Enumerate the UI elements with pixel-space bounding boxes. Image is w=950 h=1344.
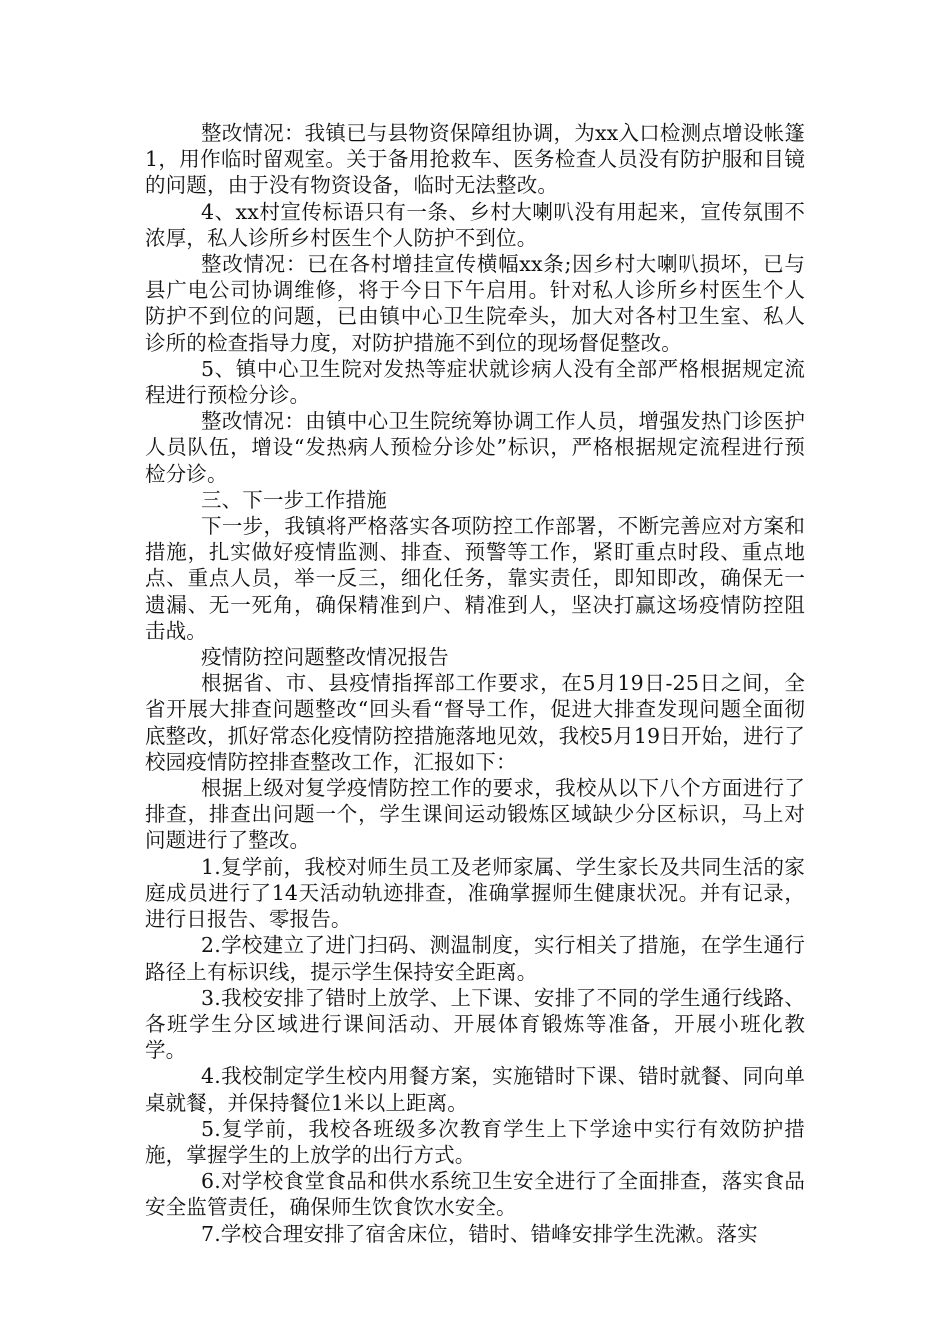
paragraph-rectification-banners: 整改情况：已在各村增挂宣传横幅xx条;因乡村大喇叭损坏，已与县广电公司协调维修，将于今日下午启用。针对私人诊所乡村医生个人防护不到位的问题，已由镇中心卫生院牵头，加大对各村卫生室、私人诊所的检查指导力度，对防护措施不到位的现场督促整改。 [145, 252, 805, 355]
paragraph-next-steps: 下一步，我镇将严格落实各项防控工作部署，不断完善应对方案和措施，扎实做好疫情监测、排查、预警等工作，紧盯重点时段、重点地点、重点人员，举一反三，细化任务，靠实责任，即知即改，确保无一遗漏、无一死角，确保精准到户、精准到人，坚决打赢这场疫情防控阻击战。 [145, 514, 805, 643]
section-heading-next-steps: 三、下一步工作措施 [201, 487, 387, 512]
list-item-1: 1.复学前，我校对师生员工及老师家属、学生家长及共同生活的家庭成员进行了14天活动轨迹排查，准确掌握师生健康状况。并有记录，进行日报告、零报告。 [145, 854, 805, 932]
paragraph-issue-5: 5、镇中心卫生院对发热等症状就诊病人没有全部严格根据规定流程进行预检分诊。 [145, 356, 805, 408]
report-title: 疫情防控问题整改情况报告 [201, 645, 449, 670]
paragraph-rectification-triage: 整改情况：由镇中心卫生院统筹协调工作人员，增强发热门诊医护人员队伍，增设“发热病人预检分诊处”标识，严格根据规定流程进行预检分诊。 [145, 409, 805, 486]
paragraph-issue-4: 4、xx村宣传标语只有一条、乡村大喇叭没有用起来，宣传氛围不浓厚，私人诊所乡村医生个人防护不到位。 [145, 199, 805, 250]
list-item-7: 7.学校合理安排了宿舍床位，错时、错峰安排学生洗漱。落实 [201, 1221, 758, 1246]
list-item-4: 4.我校制定学生校内用餐方案，实施错时下课、错时就餐、同向单桌就餐，并保持餐位1米以上距离。 [145, 1064, 805, 1115]
paragraph-report-intro: 根据省、市、县疫情指挥部工作要求，在5月19日-25日之间，全省开展大排查问题整改“回头看“督导工作，促进大排查发现问题全面彻底整改，抓好常态化疫情防控措施落地见效，我校5月19日开始，进行了校园疫情防控排查整改工作，汇报如下： [145, 671, 805, 774]
list-item-6: 6.对学校食堂食品和供水系统卫生安全进行了全面排查，落实食品安全监管责任，确保师生饮食饮水安全。 [145, 1169, 805, 1220]
document-body [145, 120, 805, 1247]
paragraph-report-summary: 根据上级对复学疫情防控工作的要求，我校从以下八个方面进行了排查，排查出问题一个，学生课间运动锻炼区域缺少分区标识，马上对问题进行了整改。 [145, 776, 805, 853]
list-item-3: 3.我校安排了错时上放学、上下课、安排了不同的学生通行线路、各班学生分区域进行课间活动、开展体育锻炼等准备，开展小班化教学。 [145, 985, 805, 1063]
paragraph-rectification-tent: 整改情况：我镇已与县物资保障组协调，为xx入口检测点增设帐篷1，用作临时留观室。关于备用抢救车、医务检查人员没有防护服和目镜的问题，由于没有物资设备，临时无法整改。 [145, 121, 805, 198]
list-item-2: 2.学校建立了进门扫码、测温制度，实行相关了措施，在学生通行路径上有标识线，提示学生保持安全距离。 [145, 933, 805, 984]
list-item-5: 5.复学前，我校各班级多次教育学生上下学途中实行有效防护措施，掌握学生的上放学的出行方式。 [145, 1116, 805, 1167]
